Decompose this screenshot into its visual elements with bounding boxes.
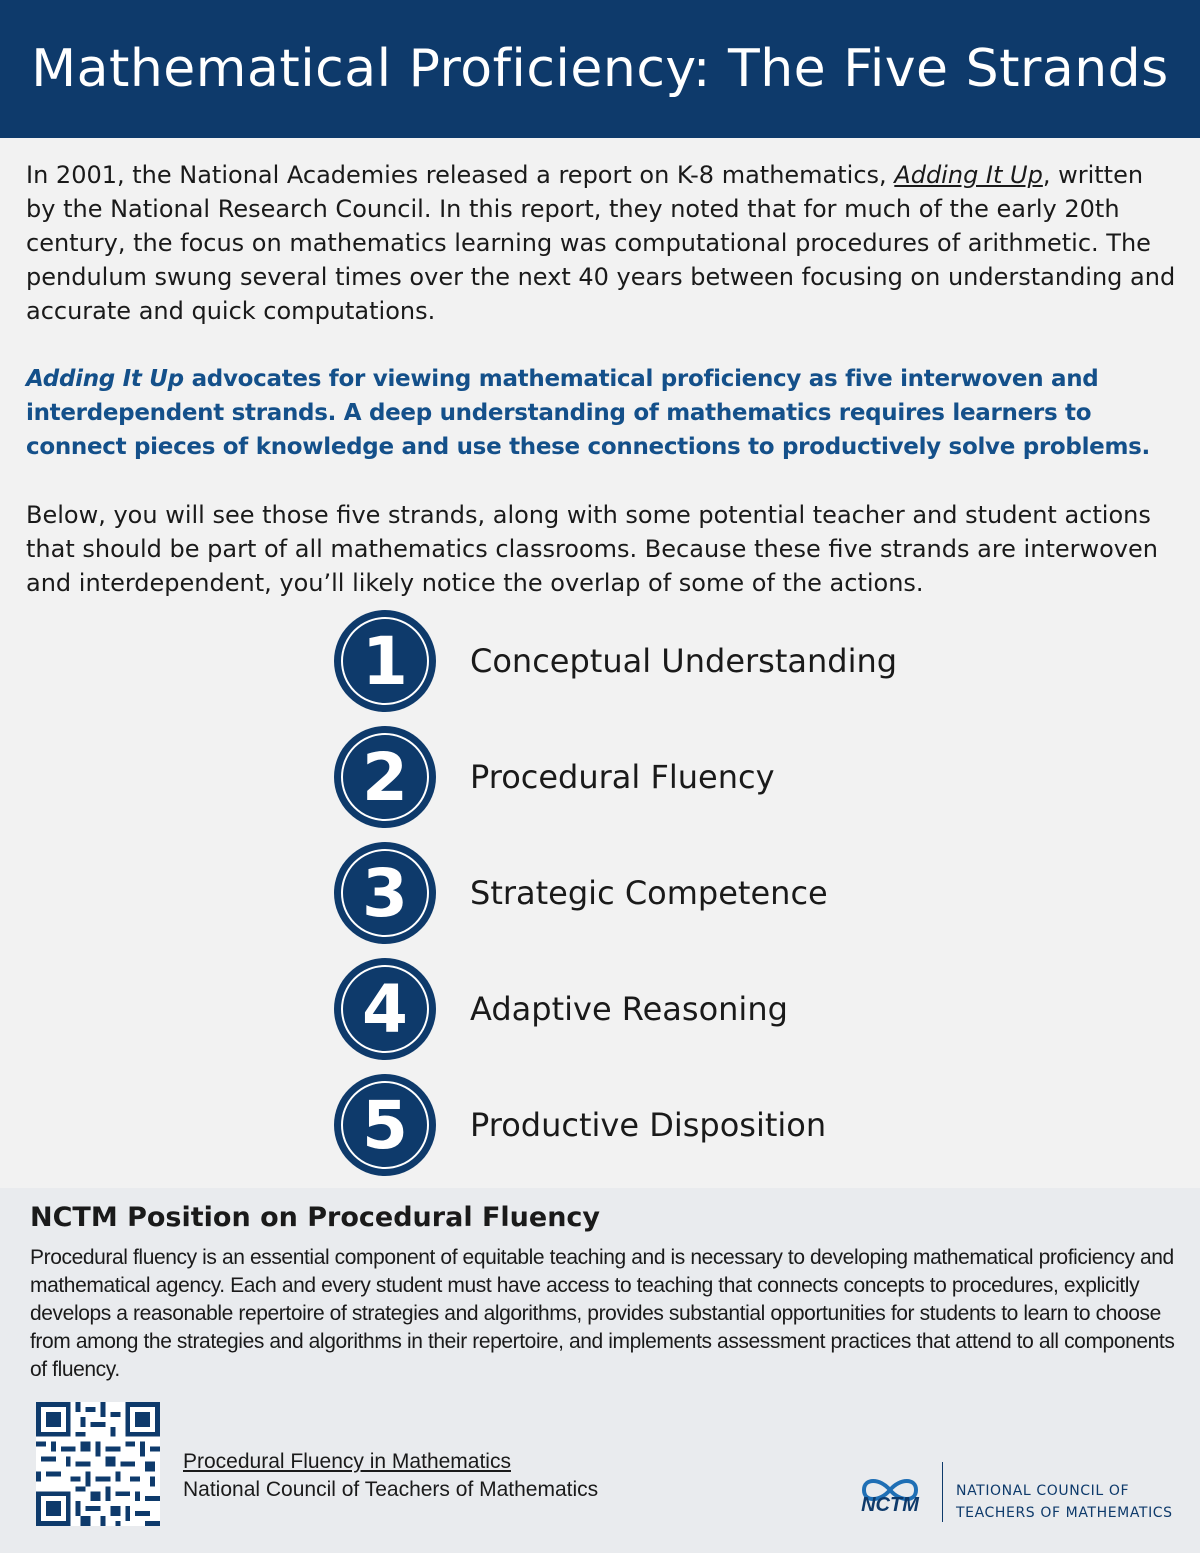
procedural-fluency-link[interactable]: Procedural Fluency in Mathematics	[183, 1450, 511, 1473]
strand-item	[334, 842, 974, 944]
strand-number-badge	[334, 842, 436, 944]
position-body: Procedural fluency is an essential component of equitable teaching and is necessary to developing mathematical proficiency and mathematical agency. Each and every student must have access to teaching that connects concepts to procedures, explicitly develops a reasonable repertoire of strategies and algorithms, provides substantial opportunities for students to learn to choose from among the strategies and algorithms in their repertoire, and implements assessment practices that attend to all components of fluency.	[30, 1246, 1175, 1381]
strand-label: Procedural Fluency	[470, 758, 775, 796]
strand-number-badge	[334, 1074, 436, 1176]
highlight-paragraph	[26, 362, 1186, 464]
nctm-abbreviation: NCTM	[861, 1494, 919, 1516]
strand-number: 2	[362, 738, 408, 816]
logo-divider	[942, 1462, 943, 1522]
title-banner	[0, 0, 1200, 138]
reference-organization: National Council of Teachers of Mathematics	[183, 1478, 599, 1501]
strand-number-badge	[334, 610, 436, 712]
strand-number: 5	[362, 1086, 408, 1164]
page-title: Mathematical Proficiency: The Five Strands	[31, 39, 1169, 99]
strand-number: 4	[362, 970, 408, 1048]
intro-text-start: In 2001, the National Academies released a report on K-8 mathematics,	[26, 161, 895, 189]
strand-item	[334, 958, 974, 1060]
nctm-org-name	[956, 1480, 1186, 1524]
strand-item	[334, 1074, 974, 1176]
strand-label: Adaptive Reasoning	[470, 990, 788, 1028]
position-heading: NCTM Position on Procedural Fluency	[30, 1202, 601, 1233]
strand-label: Strategic Competence	[470, 874, 828, 912]
org-name-line1: NATIONAL COUNCIL OF	[956, 1483, 1130, 1499]
qr-code-icon[interactable]	[36, 1402, 160, 1526]
strand-number-badge	[334, 726, 436, 828]
strand-label: Productive Disposition	[470, 1106, 827, 1144]
reference-block	[183, 1448, 598, 1504]
strand-item	[334, 610, 974, 712]
strand-number: 3	[362, 854, 408, 932]
highlight-book-title: Adding It Up	[26, 366, 184, 392]
strands-intro-paragraph: Below, you will see those five strands, along with some potential teacher and student actions that should be part of all mathematics classrooms. Because these five strands are interwoven and interdependent, you’ll likely notice the overlap of some of the actions.	[26, 501, 1158, 597]
strand-number: 1	[362, 622, 408, 700]
strand-item	[334, 726, 974, 828]
intro-text-end: , written by the National Research Council. In this report, they noted that for much of the early 20th century, the focus on mathematics learning was computational procedures of arithmetic. The pendulum swung several times over the next 40 years between focusing on understanding and accurate and quick computations.	[26, 161, 1176, 325]
strand-label: Conceptual Understanding	[470, 642, 898, 680]
adding-it-up-link[interactable]: Adding It Up	[894, 161, 1043, 189]
highlight-text: advocates for viewing mathematical proficiency as five interwoven and interdependent strands. A deep understanding of mathematics requires learners to connect pieces of knowledge and use these connections to productively solve problems.	[26, 366, 1150, 460]
nctm-logo	[850, 1458, 1180, 1528]
strand-number-badge	[334, 958, 436, 1060]
org-name-line2: TEACHERS OF MATHEMATICS	[956, 1505, 1173, 1521]
intro-paragraph	[26, 158, 1176, 328]
